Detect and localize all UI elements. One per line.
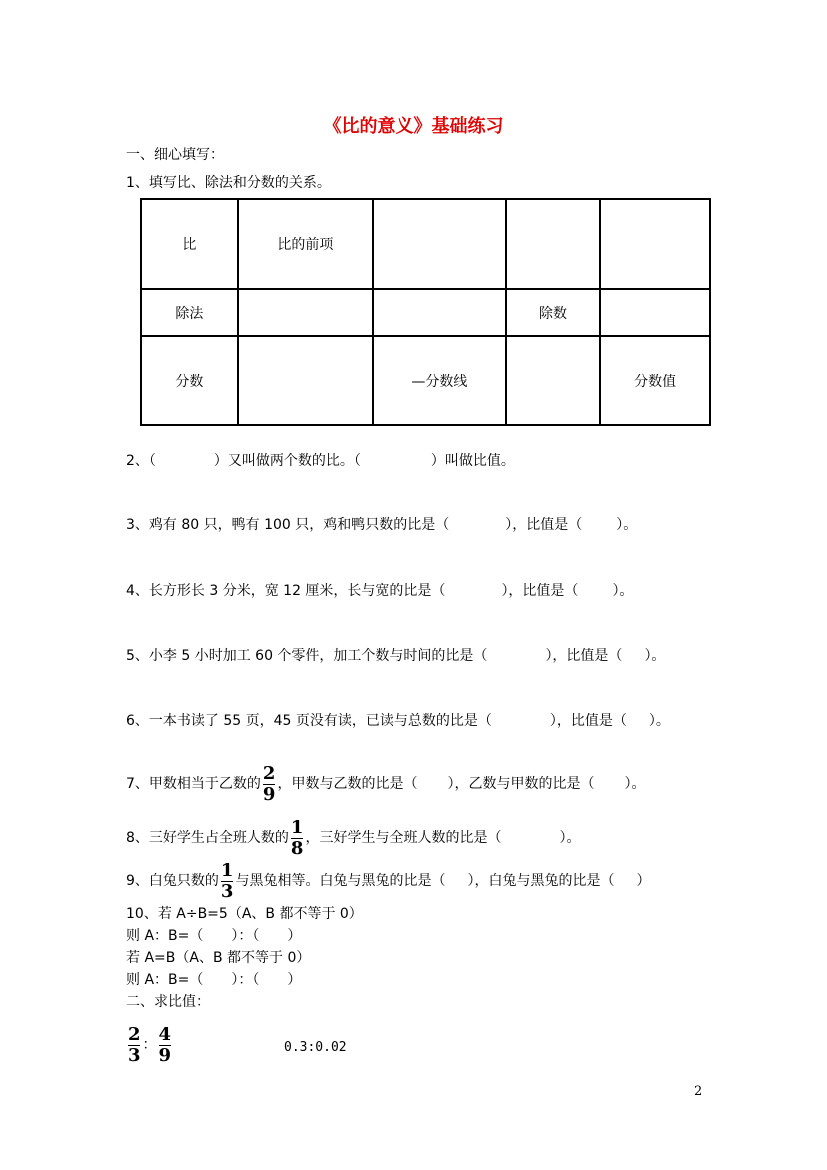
table-cell-blank[interactable] — [238, 289, 374, 336]
fraction-numerator: 1 — [290, 816, 304, 838]
question-10-line-3: 若 A=B（A、B 都不等于 0） — [126, 950, 311, 966]
fraction-numerator: 2 — [262, 762, 276, 784]
table-row-division — [141, 289, 710, 336]
fraction — [128, 1025, 141, 1066]
question-5 — [126, 646, 665, 666]
question-9 — [126, 860, 650, 902]
fraction-numerator: 4 — [158, 1023, 172, 1045]
question-4 — [126, 581, 633, 601]
question-text: ）叫做比值。 — [430, 453, 515, 469]
worksheet-title: 《比的意义》基础练习 — [323, 116, 504, 137]
question-text: ）。 — [559, 830, 581, 846]
question-10-line-4: 则 A：B=（ ）：（ ） — [126, 972, 302, 988]
question-text: 4、长方形长 3 分米，宽 12 厘米，长与宽的比是（ — [126, 583, 446, 599]
fraction-denominator: 3 — [128, 1044, 141, 1066]
question-text: 7、甲数相当于乙数的 — [126, 776, 261, 792]
question-3 — [126, 515, 637, 535]
fraction — [263, 764, 276, 805]
table-cell-blank[interactable] — [600, 199, 710, 289]
question-text: 8、三好学生占全班人数的 — [126, 830, 289, 846]
question-text: ），白兔与黑兔的比是（ — [467, 873, 615, 889]
fraction-denominator: 8 — [290, 837, 304, 859]
question-text: ）。 — [648, 713, 670, 729]
question-text: 5、小李 5 小时加工 60 个零件，加工个数与时间的比是（ — [126, 648, 488, 664]
question-text: ），乙数与甲数的比是（ — [447, 776, 595, 792]
question-text: ），比值是（ — [505, 517, 583, 533]
question-text: 与黑兔相等。白兔与黑兔的比是（ — [235, 873, 446, 889]
exercise-2: 0.3:0.02 — [284, 1040, 347, 1055]
question-text: ）。 — [616, 517, 638, 533]
question-text: ）。 — [624, 776, 646, 792]
table-cell: —分数线 — [373, 336, 506, 425]
relation-table — [140, 198, 711, 426]
question-8 — [126, 817, 580, 859]
question-text: ，甲数与乙数的比是（ — [277, 776, 418, 792]
question-text: ，三好学生与全班人数的比是（ — [305, 830, 502, 846]
table-cell: 分数 — [141, 336, 238, 425]
question-2 — [126, 451, 515, 471]
table-cell-blank[interactable] — [373, 199, 506, 289]
table-row-ratio — [141, 199, 710, 289]
question-10-line-2: 则 A：B=（ ）：（ ） — [126, 928, 302, 944]
fraction-numerator: 2 — [128, 1023, 141, 1045]
page-number: 2 — [694, 1084, 703, 1099]
question-text: 6、一本书读了 55 页，45 页没有读，已读与总数的比是（ — [126, 713, 492, 729]
question-text: 2、（ — [126, 453, 156, 469]
table-cell-blank[interactable] — [373, 289, 506, 336]
question-10-line-1: 10、若 A÷B=5（A、B 都不等于 0） — [126, 906, 363, 922]
question-text: ），比值是（ — [501, 583, 579, 599]
table-cell-blank[interactable] — [238, 336, 374, 425]
table-cell: 除数 — [506, 289, 601, 336]
table-cell-blank[interactable] — [506, 199, 601, 289]
table-cell: 比 — [141, 199, 238, 289]
question-text: 3、鸡有 80 只，鸭有 100 只，鸡和鸭只数的比是（ — [126, 517, 450, 533]
exercise-1 — [126, 1022, 173, 1068]
question-1: 1、填写比、除法和分数的关系。 — [126, 175, 331, 191]
question-text: ）。 — [644, 648, 666, 664]
table-row-fraction — [141, 336, 710, 425]
question-text: 9、白兔只数的 — [126, 873, 219, 889]
question-text: ），比值是（ — [549, 713, 627, 729]
table-cell: 除法 — [141, 289, 238, 336]
fraction — [159, 1025, 172, 1066]
question-7 — [126, 763, 645, 805]
fraction — [291, 818, 304, 859]
fraction-denominator: 9 — [262, 783, 276, 805]
table-cell: 比的前项 — [238, 199, 374, 289]
fraction-denominator: 9 — [158, 1044, 172, 1066]
question-text: ）又叫做两个数的比。（ — [213, 453, 361, 469]
ratio-colon: ： — [142, 1037, 157, 1053]
fraction-denominator: 3 — [220, 880, 234, 902]
section-2-heading: 二、求比值： — [126, 994, 210, 1010]
question-6 — [126, 711, 670, 731]
question-text: ），比值是（ — [545, 648, 623, 664]
section-1-heading: 一、细心填写： — [126, 147, 224, 163]
table-cell-blank[interactable] — [506, 336, 601, 425]
fraction-numerator: 1 — [220, 859, 234, 881]
question-text: ） — [636, 873, 651, 889]
fraction — [221, 861, 234, 902]
question-text: ）。 — [612, 583, 634, 599]
table-cell: 分数值 — [600, 336, 710, 425]
table-cell-blank[interactable] — [600, 289, 710, 336]
